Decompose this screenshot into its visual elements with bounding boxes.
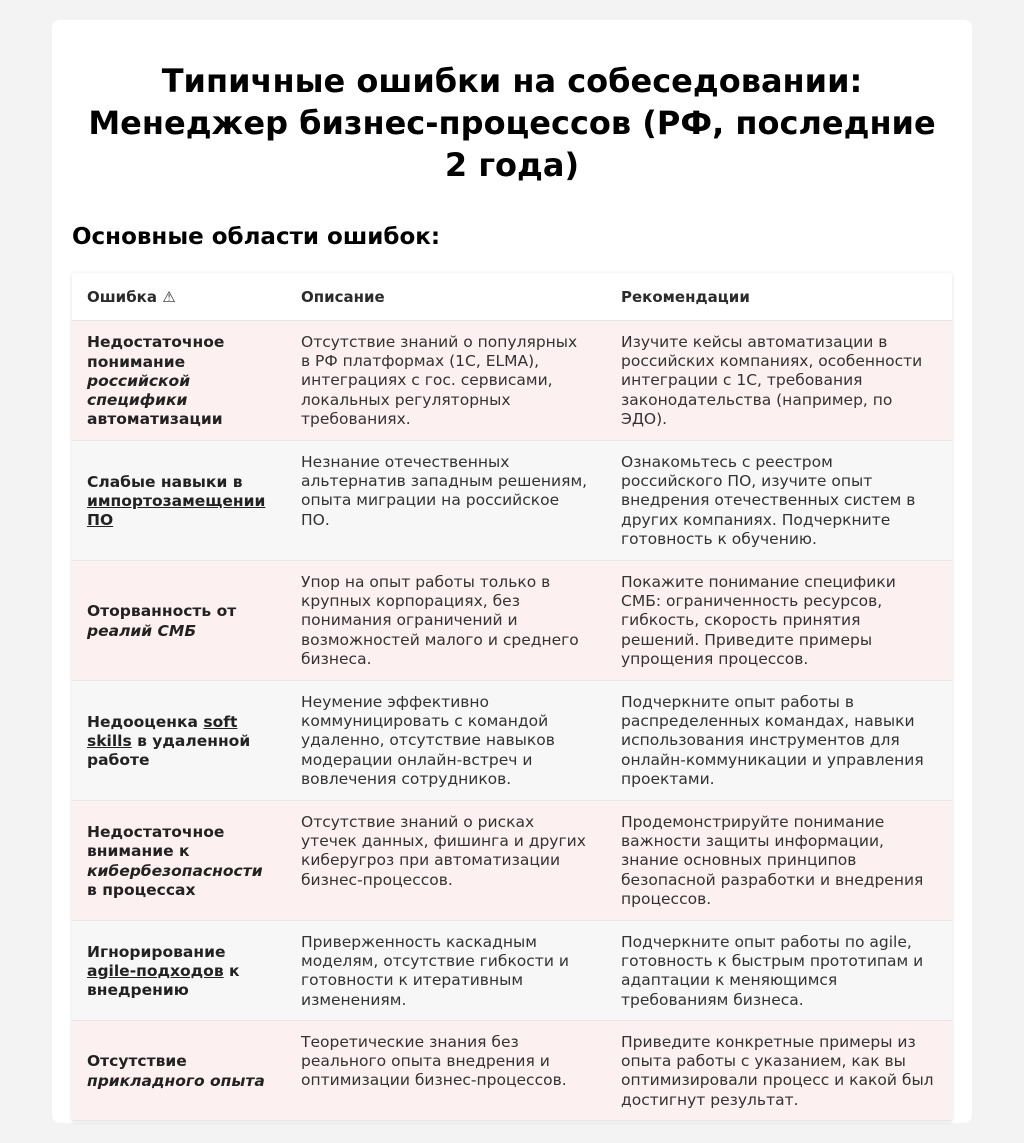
error-text: Недостаточное внимание к xyxy=(87,823,225,861)
error-text: к внедрению xyxy=(87,961,240,1000)
description-cell: Отсутствие знаний о популярных в РФ платформах (1С, ELMA), интеграциях с гос. сервисами, локальных регуляторных требованиях. xyxy=(286,321,606,441)
error-text: Игнорирование xyxy=(87,942,226,961)
error-underline: agile-подходов xyxy=(87,961,224,980)
content-card xyxy=(52,20,972,1123)
recommendation-cell: Покажите понимание специфики СМБ: ограниченность ресурсов, гибкость, скорость принятия решений. Приведите примеры упрощения процессов. xyxy=(606,561,952,681)
error-text: Слабые навыки в xyxy=(87,472,243,491)
error-cell xyxy=(72,441,286,561)
error-emphasis: российской специфики xyxy=(87,371,191,410)
table-row xyxy=(72,921,952,1021)
description-cell: Упор на опыт работы только в крупных корпорациях, без понимания ограничений и возможностей малого и среднего бизнеса. xyxy=(286,561,606,681)
header-recommendations: Рекомендации xyxy=(606,273,952,321)
error-emphasis: прикладного опыта xyxy=(87,1071,265,1090)
table-row xyxy=(72,561,952,681)
error-text: Недооценка xyxy=(87,712,204,731)
error-text: Отсутствие xyxy=(87,1052,187,1071)
header-error: Ошибка ⚠ xyxy=(72,273,286,321)
error-cell xyxy=(72,1021,286,1121)
error-cell xyxy=(72,801,286,921)
recommendation-cell: Приведите конкретные примеры из опыта работы с указанием, как вы оптимизировали процесс и какой был достигнут результат. xyxy=(606,1021,952,1121)
error-text: в процессах xyxy=(87,880,196,899)
description-cell: Незнание отечественных альтернатив западным решениям, опыта миграции на российское ПО. xyxy=(286,441,606,561)
error-emphasis: кибербезопасности xyxy=(87,861,263,880)
description-cell: Приверженность каскадным моделям, отсутствие гибкости и готовности к итеративным изменениям. xyxy=(286,921,606,1021)
header-description: Описание xyxy=(286,273,606,321)
table-row xyxy=(72,681,952,801)
table-row xyxy=(72,1021,952,1121)
error-text: Оторванность от xyxy=(87,602,237,621)
errors-table xyxy=(72,273,952,1121)
section-heading: Основные области ошибок: xyxy=(72,224,441,250)
recommendation-cell: Ознакомьтесь с реестром российского ПО, изучите опыт внедрения отечественных систем в других компаниях. Подчеркните готовность к обучению. xyxy=(606,441,952,561)
recommendation-cell: Подчеркните опыт работы в распределенных командах, навыки использования инструментов для онлайн-коммуникации и управления проектами. xyxy=(606,681,952,801)
error-text: Недостаточное понимание xyxy=(87,333,225,371)
error-underline: импортозамещении ПО xyxy=(87,491,266,530)
table-header-row xyxy=(72,273,952,321)
error-text: автоматизации xyxy=(87,410,223,429)
recommendation-cell: Подчеркните опыт работы по agile, готовность к быстрым прототипам и адаптации к меняющимся требованиям бизнеса. xyxy=(606,921,952,1021)
table-row xyxy=(72,441,952,561)
error-cell xyxy=(72,321,286,441)
error-cell xyxy=(72,561,286,681)
description-cell: Отсутствие знаний о рисках утечек данных, фишинга и других киберугроз при автоматизации бизнес-процессов. xyxy=(286,801,606,921)
table-row xyxy=(72,321,952,441)
table-row xyxy=(72,801,952,921)
error-cell xyxy=(72,921,286,1021)
description-cell: Неумение эффективно коммуницировать с командой удаленно, отсутствие навыков модерации онлайн-встреч и вовлечения сотрудников. xyxy=(286,681,606,801)
error-emphasis: реалий СМБ xyxy=(87,621,197,640)
page-title: Типичные ошибки на собеседовании: Менеджер бизнес-процессов (РФ, последние 2 года) xyxy=(88,62,936,184)
recommendation-cell: Изучите кейсы автоматизации в российских компаниях, особенности интеграции с 1С, требования законодательства (например, по ЭДО). xyxy=(606,321,952,441)
error-cell xyxy=(72,681,286,801)
recommendation-cell: Продемонстрируйте понимание важности защиты информации, знание основных принципов безопасной разработки и внедрения процессов. xyxy=(606,801,952,921)
error-underline: soft skills xyxy=(87,712,238,750)
error-text: в удаленной работе xyxy=(87,731,251,770)
description-cell: Теоретические знания без реального опыта внедрения и оптимизации бизнес-процессов. xyxy=(286,1021,606,1121)
